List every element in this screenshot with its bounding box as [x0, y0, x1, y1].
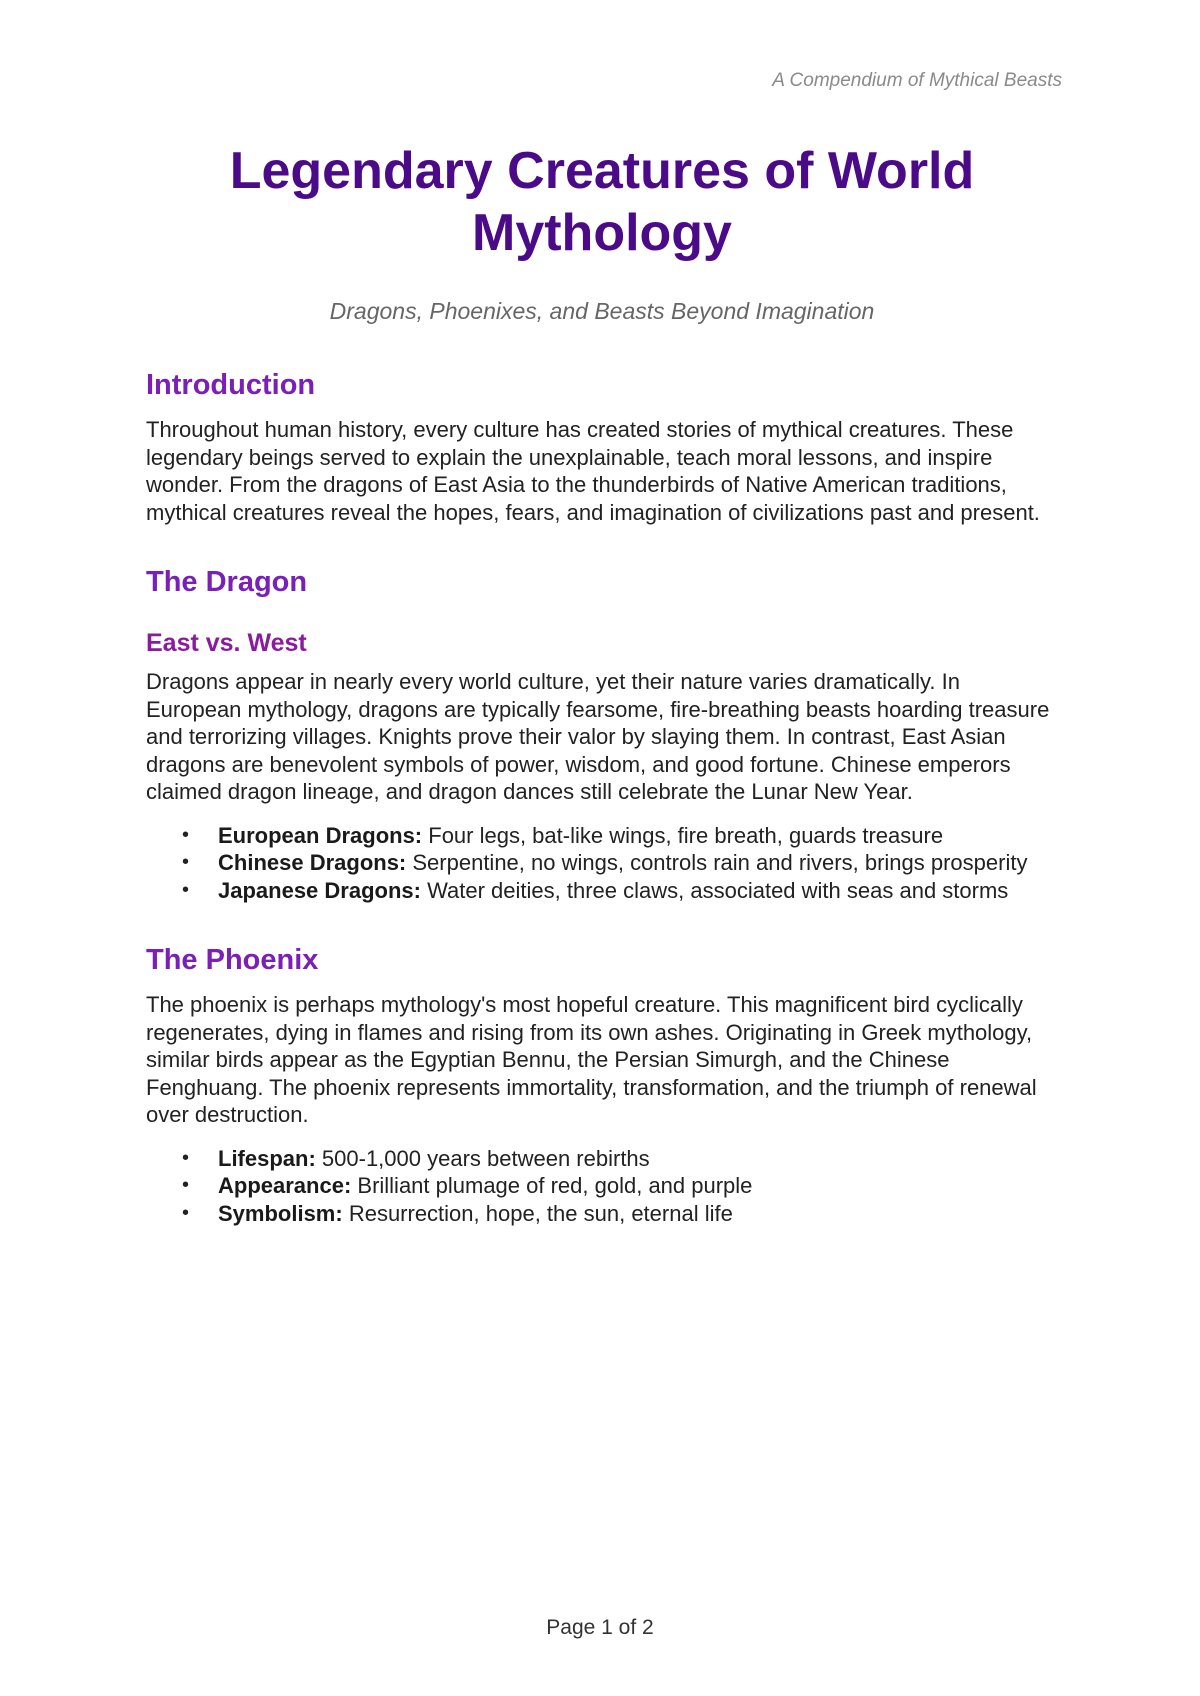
list-item-text: Resurrection, hope, the sun, eternal life	[342, 1200, 733, 1226]
list-item-text: 500-1,000 years between rebirths	[315, 1145, 650, 1171]
bullet-icon: •	[182, 1174, 190, 1196]
phoenix-list	[146, 1145, 1058, 1228]
list-item-term: Lifespan:	[218, 1145, 316, 1171]
bullet-icon: •	[182, 1146, 190, 1169]
dragon-subheading: East vs. West	[146, 629, 307, 657]
introduction-paragraph: Throughout human history, every culture has created stories of mythical creatures. These legendary beings served to explain the unexplainable, teach moral lessons, and inspire wonder. From the dragons of East Asia to the thunderbirds of Native American traditions, mythical creatures reveal the hopes, fears, and imagination of civilizations past and present.	[146, 417, 1040, 525]
dragon-heading: The Dragon	[146, 566, 308, 598]
list-item-text: Four legs, bat-like wings, fire breath, guards treasure	[422, 822, 944, 848]
page-number: Page 1 of 2	[546, 1616, 654, 1639]
document-subtitle: Dragons, Phoenixes, and Beasts Beyond Imagination	[329, 298, 875, 324]
list-item-term: European Dragons:	[218, 822, 423, 848]
bullet-icon: •	[182, 851, 190, 873]
bullet-icon: •	[182, 1201, 190, 1224]
running-header: A Compendium of Mythical Beasts	[772, 70, 1062, 91]
list-item-term: Appearance:	[218, 1173, 352, 1198]
list-item	[146, 849, 1058, 877]
list-item-text: Brilliant plumage of red, gold, and purple	[351, 1173, 753, 1198]
list-item-term: Japanese Dragons:	[218, 877, 421, 903]
phoenix-paragraph: The phoenix is perhaps mythology's most hopeful creature. This magnificent bird cyclically regenerates, dying in flames and rising from its own ashes. Originating in Greek mythology, similar birds appear as the Egyptian Bennu, the Persian Simurgh, and the Chinese Fenghuang. The phoenix represents immortality, transformation, and the triumph of renewal over destruction.	[146, 992, 1037, 1127]
list-item-term: Chinese Dragons:	[218, 850, 407, 875]
list-item-text: Water deities, three claws, associated with seas and storms	[420, 877, 1009, 903]
dragon-list	[146, 822, 1058, 905]
introduction-heading: Introduction	[146, 369, 316, 401]
introduction-section	[146, 369, 1058, 526]
document-body	[146, 140, 1058, 1227]
list-item	[146, 1200, 1058, 1228]
list-item-term: Symbolism:	[218, 1200, 343, 1226]
bullet-icon: •	[182, 878, 190, 901]
document-title: Legendary Creatures of World Mythology	[229, 142, 975, 262]
list-item-text: Serpentine, no wings, controls rain and rivers, brings prosperity	[406, 850, 1028, 875]
dragon-paragraph: Dragons appear in nearly every world culture, yet their nature varies dramatically. In European mythology, dragons are typically fearsome, fire-breathing beasts hoarding treasure and terrorizing villages. Knights prove their valor by slaying them. In contrast, East Asian dragons are benevolent symbols of power, wisdom, and good fortune. Chinese emperors claimed dragon lineage, and dragon dances still celebrate the Lunar New Year.	[146, 669, 1050, 804]
list-item	[146, 822, 1058, 850]
list-item	[146, 1145, 1058, 1173]
phoenix-heading: The Phoenix	[146, 944, 319, 976]
phoenix-section	[146, 944, 1058, 1227]
list-item	[146, 877, 1058, 905]
bullet-icon: •	[182, 823, 190, 846]
dragon-section	[146, 566, 1058, 904]
list-item	[146, 1172, 1058, 1200]
